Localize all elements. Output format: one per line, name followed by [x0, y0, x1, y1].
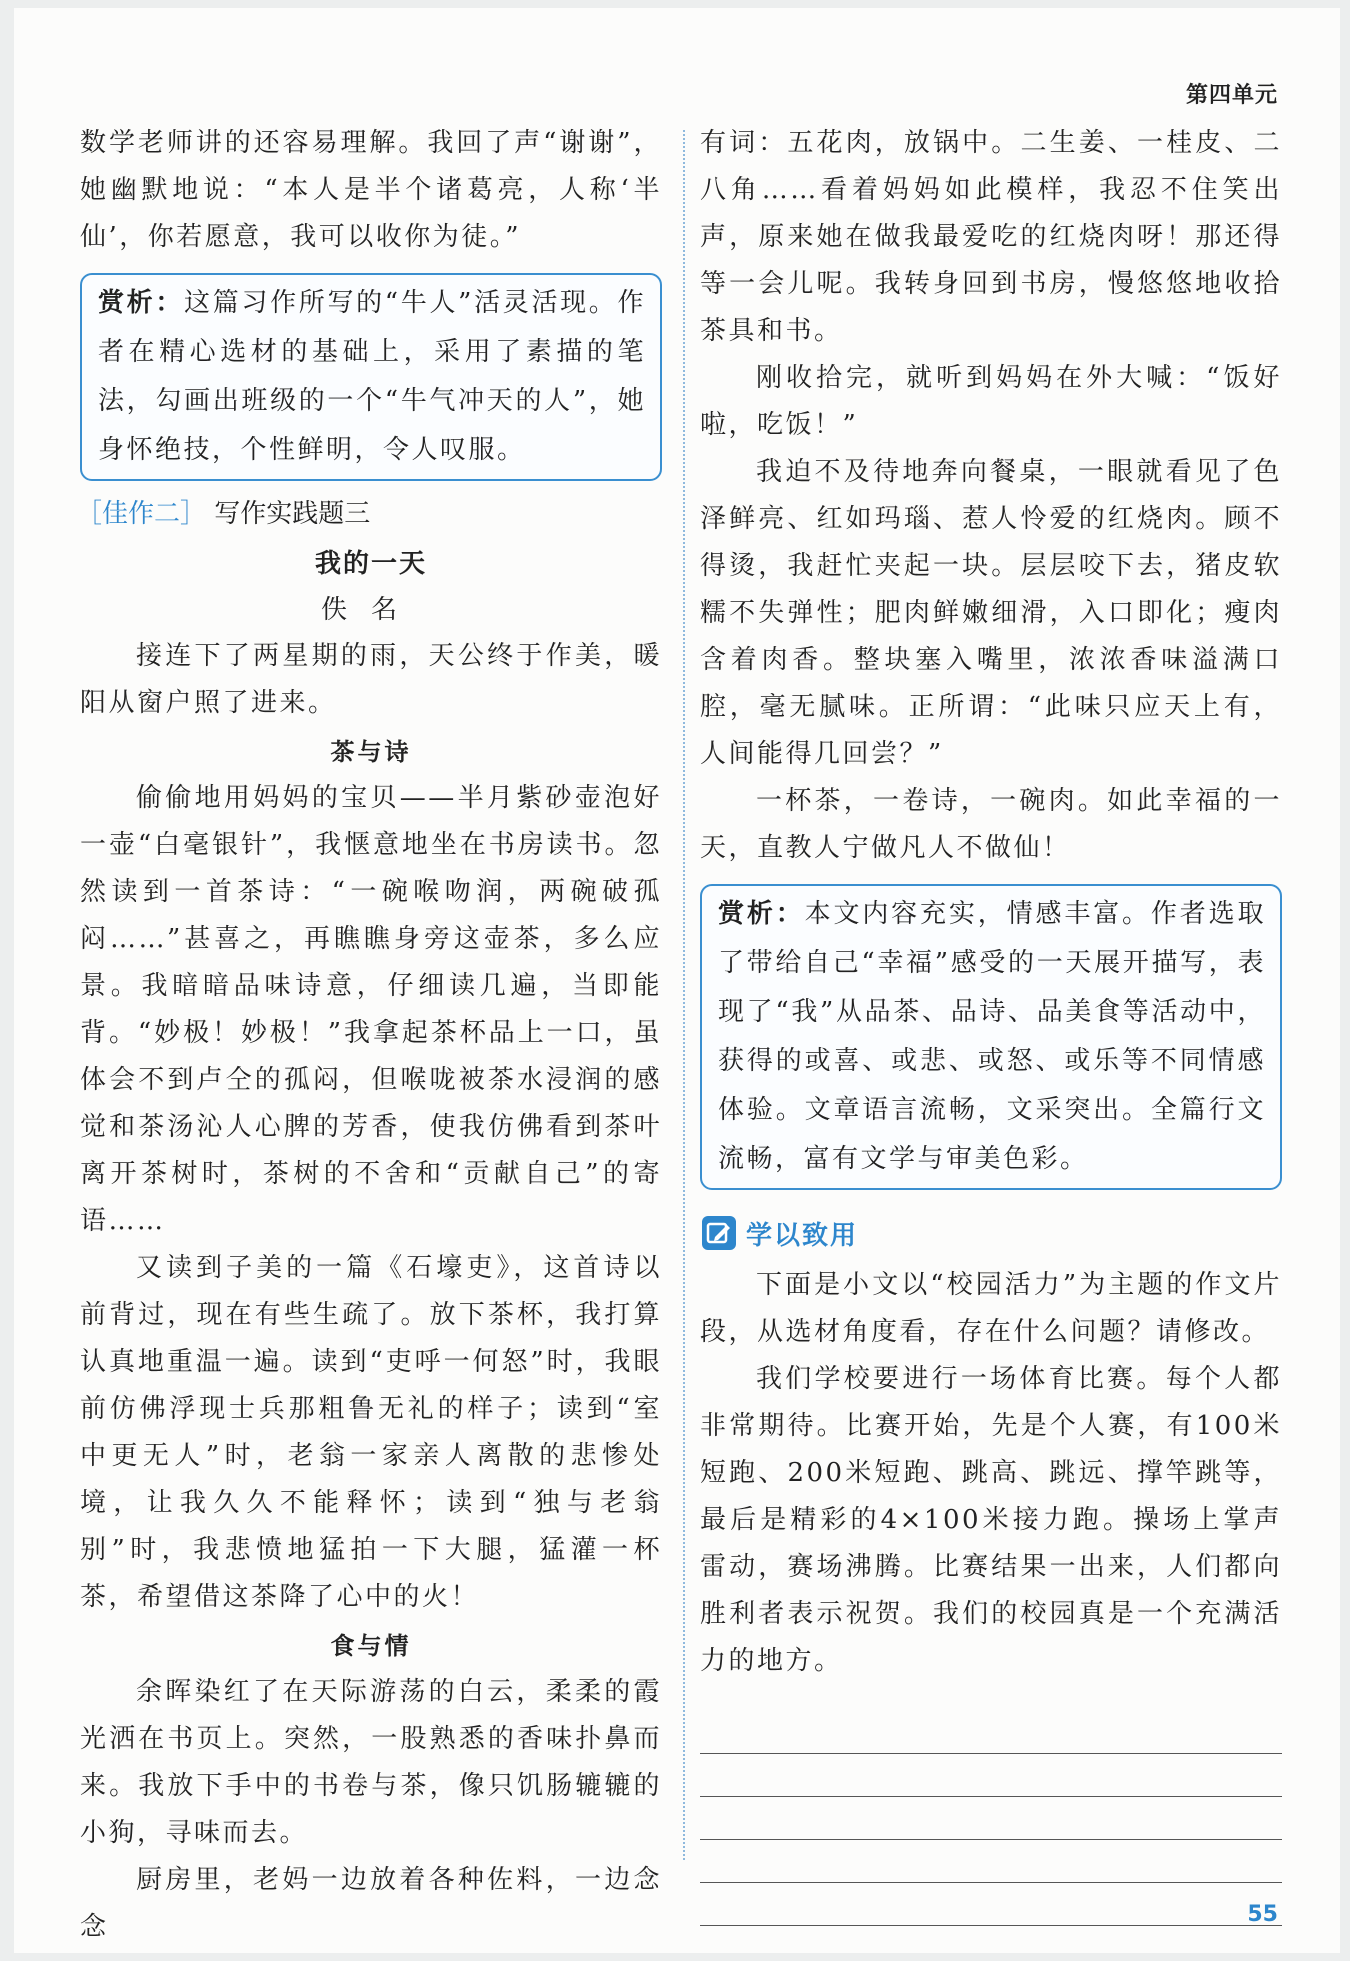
page-number: 55 [1247, 1902, 1278, 1927]
review-box-2 [700, 884, 1282, 1190]
review-box-1 [80, 273, 662, 481]
right-column [700, 120, 1282, 1926]
answer-line[interactable] [700, 1754, 1282, 1797]
subheading-food-feeling: 食与情 [330, 1632, 412, 1660]
intro-paragraph: 数学老师讲的还容易理解。我回了声“谢谢”，她幽默地说：“本人是半个诸葛亮，人称‘半仙’，你若愿意，我可以收你为徒。” [80, 128, 662, 252]
practice-passage: 我们学校要进行一场体育比赛。每个人都非常期待。比赛开始，先是个人赛，有100米短跑、200米短跑、跳高、跳远、撑竿跳等，最后是精彩的4×100米接力跑。操场上掌声雷动，赛场沸腾。比赛结果一出来，人们都向胜利者表示祝贺。我们的校园真是一个充满活力的地方。 [700, 1364, 1282, 1676]
unit-header: 第四单元 [1185, 83, 1278, 108]
answer-line[interactable] [700, 1797, 1282, 1840]
paragraph: 有词：五花肉，放锅中。二生姜、一桂皮、二八角……看着妈妈如此模样，我忍不住笑出声，原来她在做我最爱吃的红烧肉呀！那还得等一会儿呢。我转身回到书房，慢悠悠地收拾茶具和书。 [700, 128, 1282, 346]
section-title: 写作实践题三 [214, 499, 371, 529]
answer-area[interactable] [700, 1711, 1282, 1926]
paragraph: 刚收拾完，就听到妈妈在外大喊：“饭好啦，吃饭！” [700, 363, 1282, 440]
answer-line[interactable] [700, 1883, 1282, 1926]
paragraph: 偷偷地用妈妈的宝贝——半月紫砂壶泡好一壶“白毫银针”，我惬意地坐在书房读书。忽然读到一首茶诗：“一碗喉吻润，两碗破孤闷……”甚喜之，再瞧瞧身旁这壶茶，多么应景。我暗暗品味诗意，仔细读几遍，当即能背。“妙极！妙极！”我拿起茶杯品上一口，虽体会不到卢仝的孤闷，但喉咙被茶水浸润的感觉和茶汤沁人心脾的芳香，使我仿佛看到茶叶离开茶树时，茶树的不舍和“贡献自己”的寄语…… [80, 783, 662, 1236]
paragraph: 厨房里，老妈一边放着各种佐料，一边念念 [80, 1865, 662, 1942]
paragraph: 又读到子美的一篇《石壕吏》，这首诗以前背过，现在有些生疏了。放下茶杯，我打算认真地重温一遍。读到“吏呼一何怒”时，我眼前仿佛浮现士兵那粗鲁无礼的样子；读到“室中更无人”时，老翁一家亲人离散的悲惨处境，让我久久不能释怀；读到“独与老翁别”时，我悲愤地猛拍一下大腿，猛灌一杯茶，希望借这茶降了心中的火！ [80, 1253, 662, 1612]
paragraph: 余晖染红了在天际游荡的白云，柔柔的霞光洒在书页上。突然，一股熟悉的香味扑鼻而来。我放下手中的书卷与茶，像只饥肠辘辘的小狗，寻味而去。 [80, 1677, 662, 1848]
paragraph: 一杯茶，一卷诗，一碗肉。如此幸福的一天，直教人宁做凡人不做仙！ [700, 786, 1282, 863]
column-divider [683, 130, 685, 1860]
practice-heading [702, 1210, 1282, 1256]
section-heading [76, 491, 662, 537]
subheading-tea-poetry: 茶与诗 [330, 738, 412, 766]
pencil-icon [702, 1216, 736, 1250]
answer-line[interactable] [700, 1840, 1282, 1883]
review-label: 赏析： [98, 288, 185, 318]
textbook-page [14, 8, 1340, 1953]
essay-author: 佚名 [320, 595, 421, 625]
paragraph: 我迫不及待地奔向餐桌，一眼就看见了色泽鲜亮、红如玛瑙、惹人怜爱的红烧肉。顾不得烫，我赶忙夹起一块。层层咬下去，猪皮软糯不失弹性；肥肉鲜嫩细滑，入口即化；瘦肉含着肉香。整块塞入嘴里，浓浓香味溢满口腔，毫无腻味。正所谓：“此味只应天上有，人间能得几回尝？” [700, 457, 1282, 769]
review-label: 赏析： [718, 899, 805, 929]
paragraph: 接连下了两星期的雨，天公终于作美，暖阳从窗户照了进来。 [80, 641, 662, 718]
practice-title: 学以致用 [746, 1220, 859, 1251]
answer-line[interactable] [700, 1711, 1282, 1754]
section-tag: ［佳作二］ [76, 499, 207, 529]
practice-prompt: 下面是小文以“校园活力”为主题的作文片段，从选材角度看，存在什么问题？请修改。 [700, 1270, 1282, 1347]
review-text: 这篇习作所写的“牛人”活灵活现。作者在精心选材的基础上，采用了素描的笔法，勾画出班级的一个“牛气冲天的人”，她身怀绝技，个性鲜明，令人叹服。 [98, 288, 646, 465]
essay-title: 我的一天 [314, 549, 427, 579]
left-column [76, 120, 662, 1951]
review-text: 本文内容充实，情感丰富。作者选取了带给自己“幸福”感受的一天展开描写，表现了“我”从品茶、品诗、品美食等活动中，获得的或喜、或悲、或怒、或乐等不同情感体验。文章语言流畅，文采突出。全篇行文流畅，富有文学与审美色彩。 [718, 899, 1266, 1174]
